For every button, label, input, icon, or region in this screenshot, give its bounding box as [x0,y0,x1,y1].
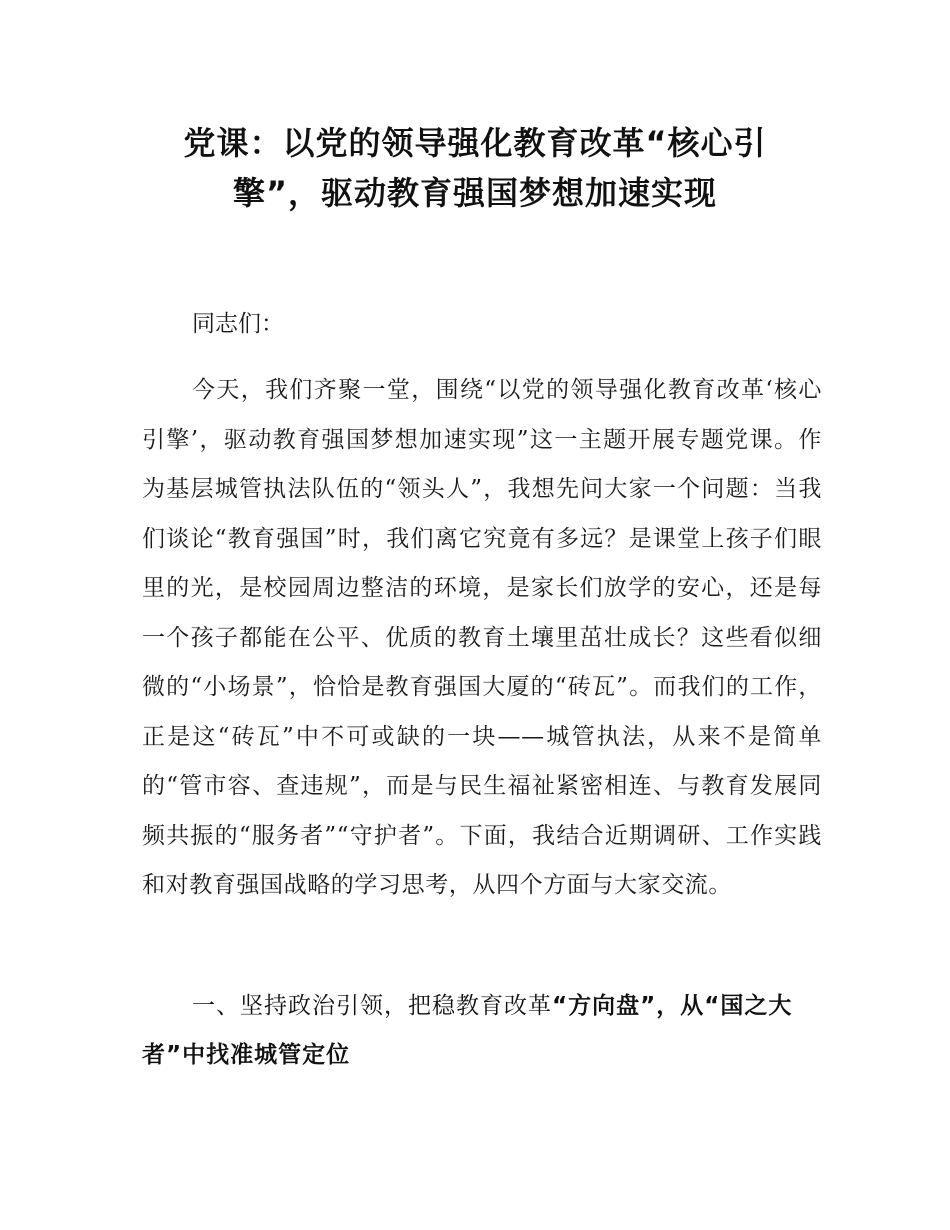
section-1-heading [142,982,822,1080]
title-line-2: 擎”，驱动教育强国梦想加速实现 [232,174,718,212]
document-title [150,118,800,218]
intro-paragraph: 今天，我们齐聚一堂，围绕“以党的领导强化教育改革‘核心引擎’，驱动教育强国梦想加速实现”这一主题开展专题党课。作为基层城管执法队伍的“领头人”，我想先问大家一个问题：当我们谈论“教育强国”时，我们离它究竟有多远？是课堂上孩子们眼里的光，是校园周边整洁的环境，是家长们放学的安心，还是每一个孩子都能在公平、优质的教育土壤里茁壮成长？这些看似细微的“小场景”，恰恰是教育强国大厦的“砖瓦”。而我们的工作，正是这“砖瓦”中不可或缺的一块——城管执法，从来不是简单的“管市容、查违规”，而是与民生福祉紧密相连、与教育发展同频共振的“服务者”“守护者”。下面，我结合近期调研、工作实践和对教育强国战略的学习思考，从四个方面与大家交流。 [142,377,822,898]
section-1-heading-part-1: 一、坚持政治引领，把稳教育改革 [192,993,552,1019]
title-line-1: 党课：以党的领导强化教育改革“核心引 [183,124,767,162]
greeting: 同志们： [192,311,284,337]
section-1-heading-part-2: “方向盘”，从“国之大者”中找准城管定位 [142,993,793,1068]
